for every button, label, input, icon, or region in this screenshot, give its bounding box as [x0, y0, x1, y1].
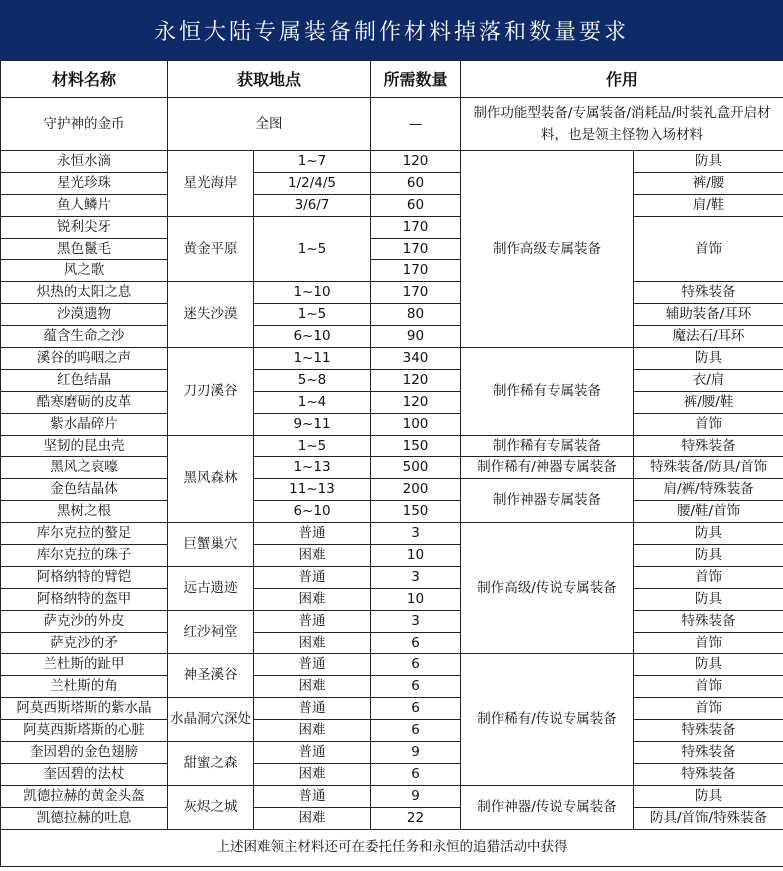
quantity: 100 — [371, 413, 461, 435]
quantity: 3 — [371, 523, 461, 545]
stage: 5~8 — [254, 369, 371, 391]
stage: 1~13 — [254, 457, 371, 479]
quantity: 6 — [371, 676, 461, 698]
purpose: 制作稀有/神器专属装备 — [461, 457, 634, 479]
quantity: 120 — [371, 369, 461, 391]
table-row — [1, 194, 783, 216]
stage: 1~10 — [254, 282, 371, 304]
table-row — [1, 172, 783, 194]
material-name: 阿莫西斯塔斯的心脏 — [1, 720, 168, 742]
material-name: 阿格纳特的盔甲 — [1, 588, 168, 610]
equipment-slot: 防具 — [634, 348, 783, 370]
stage: 6~10 — [254, 501, 371, 523]
stage: 9~11 — [254, 413, 371, 435]
equipment-slot: 肩/鞋 — [634, 194, 783, 216]
stage: 1~11 — [254, 348, 371, 370]
quantity: 60 — [371, 172, 461, 194]
equipment-slot: 防具 — [634, 151, 783, 173]
header-row — [1, 61, 783, 98]
equipment-slot: 腰/鞋/首饰 — [634, 501, 783, 523]
footer-row — [1, 829, 783, 866]
quantity: 6 — [371, 698, 461, 720]
material-name: 黑树之根 — [1, 501, 168, 523]
table-row — [1, 457, 783, 479]
quantity: 150 — [371, 435, 461, 457]
location: 甜蜜之森 — [168, 742, 254, 786]
table-row — [1, 98, 783, 151]
table-row — [1, 566, 783, 588]
stage: 普通 — [254, 785, 371, 807]
table-row — [1, 720, 783, 742]
stage: 普通 — [254, 698, 371, 720]
footer-note: 上述困难领主材料还可在委托任务和永恒的追猎活动中获得 — [1, 829, 783, 866]
material-name: 紫水晶碎片 — [1, 413, 168, 435]
quantity: 6 — [371, 632, 461, 654]
table-row — [1, 807, 783, 829]
quantity: 120 — [371, 391, 461, 413]
material-name: 风之歌 — [1, 260, 168, 282]
purpose: 制作神器专属装备 — [461, 479, 634, 523]
material-name: 阿莫西斯塔斯的紫水晶 — [1, 698, 168, 720]
equipment-slot: 防具 — [634, 545, 783, 567]
header-location: 获取地点 — [168, 61, 371, 98]
purpose: 制作稀有专属装备 — [461, 435, 634, 457]
materials-table — [0, 60, 783, 867]
equipment-slot: 魔法石/耳环 — [634, 326, 783, 348]
material-name: 萨克沙的矛 — [1, 632, 168, 654]
equipment-slot: 防具 — [634, 523, 783, 545]
quantity: 60 — [371, 194, 461, 216]
table-row — [1, 588, 783, 610]
location: 刀刃溪谷 — [168, 348, 254, 436]
equipment-slot: 首饰 — [634, 676, 783, 698]
purpose: 制作高级/传说专属装备 — [461, 523, 634, 654]
equipment-slot: 衣/肩 — [634, 369, 783, 391]
equipment-slot: 首饰 — [634, 632, 783, 654]
quantity: 340 — [371, 348, 461, 370]
quantity: 9 — [371, 785, 461, 807]
table-row — [1, 413, 783, 435]
location: 水晶洞穴深处 — [168, 698, 254, 742]
table-row — [1, 676, 783, 698]
location: 全图 — [168, 98, 371, 151]
equipment-slot: 首饰 — [634, 413, 783, 435]
material-name: 红色结晶 — [1, 369, 168, 391]
table-row — [1, 654, 783, 676]
table-row — [1, 523, 783, 545]
stage: 普通 — [254, 610, 371, 632]
stage: 普通 — [254, 654, 371, 676]
purpose: 制作神器/传说专属装备 — [461, 785, 634, 829]
stage: 11~13 — [254, 479, 371, 501]
location: 迷失沙漠 — [168, 282, 254, 348]
location: 星光海岸 — [168, 151, 254, 217]
location: 巨蟹巢穴 — [168, 523, 254, 567]
table-row — [1, 304, 783, 326]
table-row — [1, 785, 783, 807]
purpose: 制作高级专属装备 — [461, 151, 634, 348]
table-row — [1, 632, 783, 654]
equipment-slot: 首饰 — [634, 566, 783, 588]
quantity: — — [371, 98, 461, 151]
equipment-slot: 裤/腰 — [634, 172, 783, 194]
stage: 困难 — [254, 545, 371, 567]
table-row — [1, 610, 783, 632]
stage: 1~5 — [254, 216, 371, 282]
table-row — [1, 763, 783, 785]
table-row — [1, 216, 783, 238]
material-name: 守护神的金币 — [1, 98, 168, 151]
table-row — [1, 391, 783, 413]
quantity: 10 — [371, 545, 461, 567]
table-row — [1, 435, 783, 457]
material-name: 兰杜斯的角 — [1, 676, 168, 698]
quantity: 170 — [371, 238, 461, 260]
equipment-slot: 防具 — [634, 654, 783, 676]
header-quantity: 所需数量 — [371, 61, 461, 98]
quantity: 200 — [371, 479, 461, 501]
stage: 普通 — [254, 523, 371, 545]
material-name: 炽热的太阳之息 — [1, 282, 168, 304]
equipment-slot: 防具/首饰/特殊装备 — [634, 807, 783, 829]
table-row — [1, 698, 783, 720]
stage: 困难 — [254, 763, 371, 785]
stage: 困难 — [254, 588, 371, 610]
usage: 制作功能型装备/专属装备/消耗品/时装礼盒开启材料，也是领主怪物入场材料 — [461, 98, 783, 151]
equipment-slot: 特殊装备 — [634, 435, 783, 457]
stage: 3/6/7 — [254, 194, 371, 216]
material-name: 金色结晶体 — [1, 479, 168, 501]
stage: 1~7 — [254, 151, 371, 173]
equipment-slot: 防具 — [634, 785, 783, 807]
material-name: 永恒水滴 — [1, 151, 168, 173]
equipment-slot: 裤/腰/鞋 — [634, 391, 783, 413]
location: 黄金平原 — [168, 216, 254, 282]
equipment-slot: 特殊装备 — [634, 282, 783, 304]
equipment-slot: 特殊装备 — [634, 763, 783, 785]
purpose: 制作稀有专属装备 — [461, 348, 634, 436]
stage: 1/2/4/5 — [254, 172, 371, 194]
table-row — [1, 501, 783, 523]
quantity: 6 — [371, 654, 461, 676]
quantity: 500 — [371, 457, 461, 479]
material-name: 凯德拉赫的黄金头盔 — [1, 785, 168, 807]
material-name: 酷寒磨砺的皮革 — [1, 391, 168, 413]
material-name: 黑风之哀嚎 — [1, 457, 168, 479]
material-name: 蕴含生命之沙 — [1, 326, 168, 348]
quantity: 170 — [371, 216, 461, 238]
location: 红沙祠堂 — [168, 610, 254, 654]
material-name: 奎因碧的金色翅膀 — [1, 742, 168, 764]
purpose: 制作稀有/传说专属装备 — [461, 654, 634, 785]
quantity: 150 — [371, 501, 461, 523]
equipment-slot: 首饰 — [634, 216, 783, 282]
material-name: 溪谷的呜咽之声 — [1, 348, 168, 370]
material-name: 奎因碧的法杖 — [1, 763, 168, 785]
equipment-slot: 首饰 — [634, 698, 783, 720]
table-row — [1, 282, 783, 304]
table-row — [1, 348, 783, 370]
equipment-slot: 特殊装备/防具/首饰 — [634, 457, 783, 479]
quantity: 90 — [371, 326, 461, 348]
quantity: 6 — [371, 763, 461, 785]
header-usage: 作用 — [461, 61, 783, 98]
equipment-slot: 特殊装备 — [634, 720, 783, 742]
quantity: 10 — [371, 588, 461, 610]
equipment-slot: 特殊装备 — [634, 742, 783, 764]
table-row — [1, 479, 783, 501]
equipment-slot: 防具 — [634, 588, 783, 610]
location: 黑风森林 — [168, 435, 254, 523]
table-row — [1, 545, 783, 567]
stage: 6~10 — [254, 326, 371, 348]
quantity: 22 — [371, 807, 461, 829]
stage: 普通 — [254, 566, 371, 588]
material-name: 星光珍珠 — [1, 172, 168, 194]
material-name: 阿格纳特的臂铠 — [1, 566, 168, 588]
material-name: 鱼人鳞片 — [1, 194, 168, 216]
quantity: 120 — [371, 151, 461, 173]
table-row — [1, 369, 783, 391]
location: 远古遗迹 — [168, 566, 254, 610]
location: 灰烬之城 — [168, 785, 254, 829]
material-name: 坚韧的昆虫壳 — [1, 435, 168, 457]
stage: 普通 — [254, 742, 371, 764]
equipment-slot: 特殊装备 — [634, 610, 783, 632]
quantity: 3 — [371, 566, 461, 588]
material-name: 库尔克拉的螯足 — [1, 523, 168, 545]
location: 神圣溪谷 — [168, 654, 254, 698]
material-name: 库尔克拉的珠子 — [1, 545, 168, 567]
stage: 困难 — [254, 720, 371, 742]
quantity: 3 — [371, 610, 461, 632]
equipment-slot: 肩/裤/特殊装备 — [634, 479, 783, 501]
stage: 困难 — [254, 632, 371, 654]
quantity: 9 — [371, 742, 461, 764]
material-name: 萨克沙的外皮 — [1, 610, 168, 632]
material-name: 凯德拉赫的吐息 — [1, 807, 168, 829]
header-material-name: 材料名称 — [1, 61, 168, 98]
page-title: 永恒大陆专属装备制作材料掉落和数量要求 — [0, 0, 783, 60]
stage: 困难 — [254, 676, 371, 698]
quantity: 6 — [371, 720, 461, 742]
stage: 1~4 — [254, 391, 371, 413]
material-name: 锐利尖牙 — [1, 216, 168, 238]
stage: 困难 — [254, 807, 371, 829]
material-name: 黑色鬣毛 — [1, 238, 168, 260]
stage: 1~5 — [254, 435, 371, 457]
stage: 1~5 — [254, 304, 371, 326]
quantity: 80 — [371, 304, 461, 326]
table-row — [1, 151, 783, 173]
material-name: 兰杜斯的趾甲 — [1, 654, 168, 676]
table-row — [1, 326, 783, 348]
quantity: 170 — [371, 282, 461, 304]
quantity: 170 — [371, 260, 461, 282]
material-name: 沙漠遗物 — [1, 304, 168, 326]
equipment-slot: 辅助装备/耳环 — [634, 304, 783, 326]
table-row — [1, 742, 783, 764]
